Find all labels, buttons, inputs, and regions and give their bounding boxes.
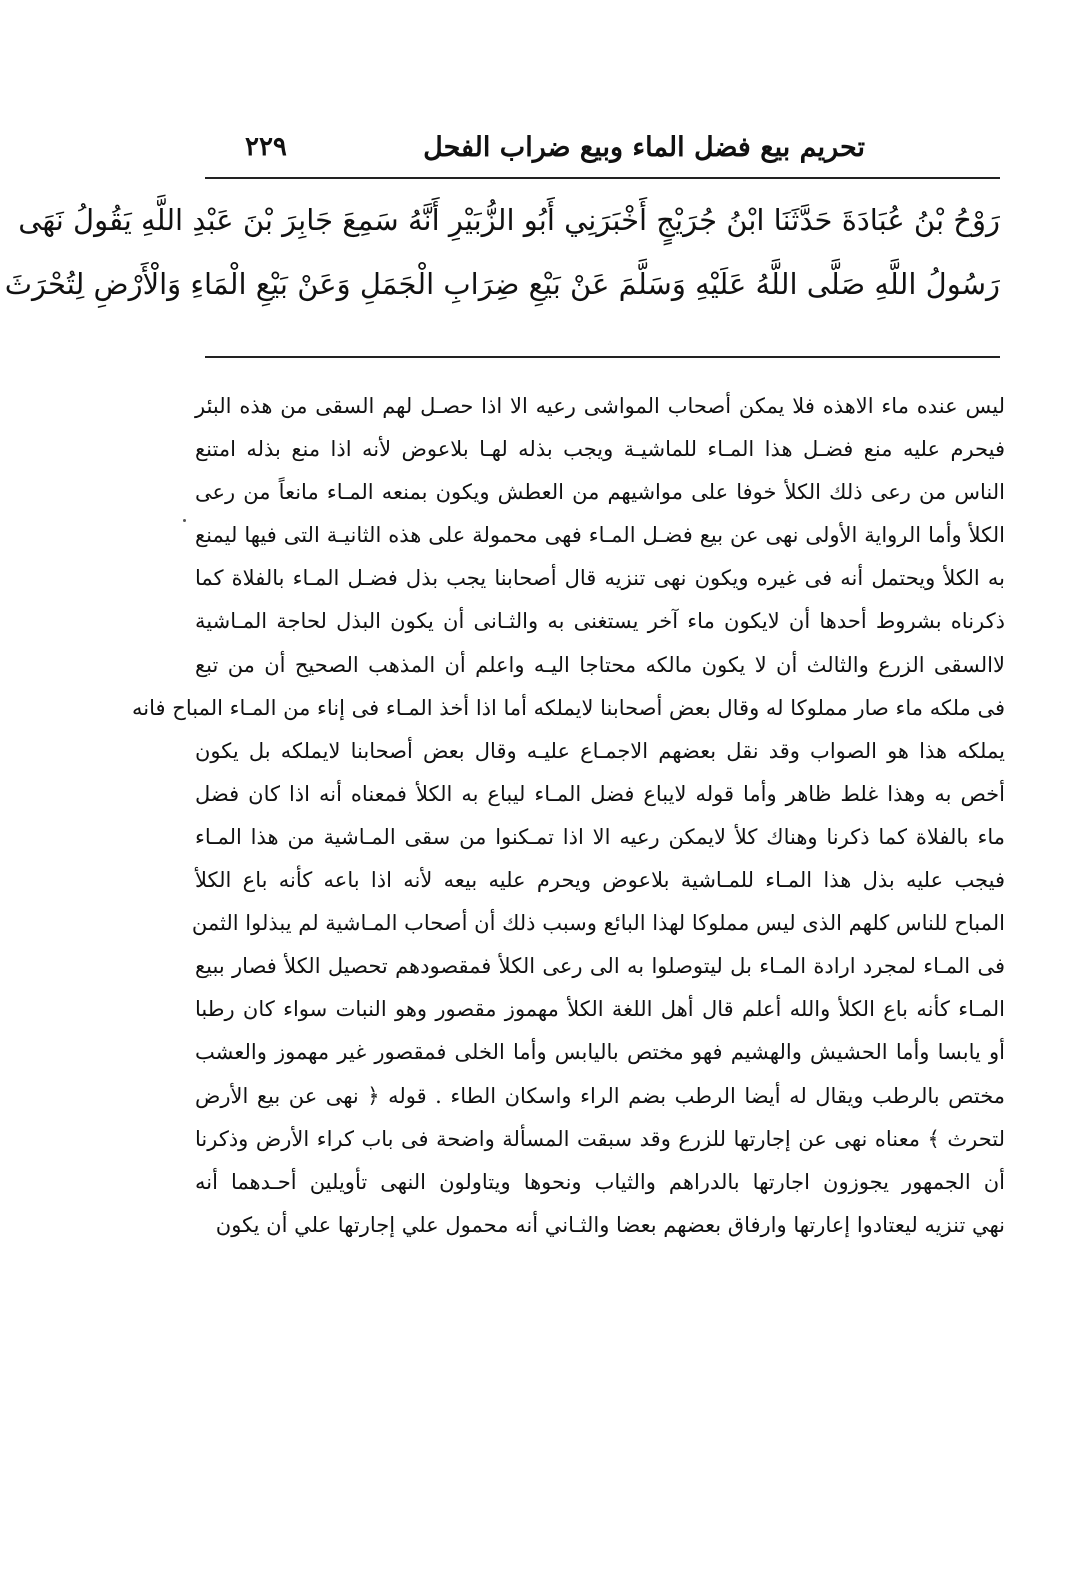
hadith-line: رَوْحُ بْنُ عُبَادَةَ حَدَّثَنَا ابْنُ جُرَيْجٍ أَخْبَرَنِي أَبُو الزُّبَيْرِ أَنَّهُ سَمِعَ جَابِرَ بْنَ عَبْدِ اللَّهِ يَقُولُ نَهَى xyxy=(18,203,1000,237)
commentary-text xyxy=(132,385,1005,1247)
commentary-line: لتحرث ﴾ معناه نهى عن إجارتها للزرع وقد سبقت المسألة واضحة فى باب كراء الأرض وذكرنا xyxy=(195,1126,1005,1151)
commentary-line: ذكرناه بشروط أحدها أن لايكون ماء آخر يستغنى به والثـانى أن يكون البذل لحاجة المـاشية xyxy=(195,609,1005,634)
section-divider-rule xyxy=(205,356,1000,358)
commentary-line: فيحرم عليه منع فضـل هذا المـاء للماشيـة ويجب بذله لهـا بلاعوض لأنه اذا منع بذله امتنع xyxy=(195,437,1005,462)
commentary-line: يملكه هذا هو الصواب وقد نقل بعضهم الاجمـاع عليـه وقال بعض أصحابنا لايملكه بل يكون xyxy=(195,738,1005,763)
commentary-line: مختص بالرطب ويقال له أيضا الرطب بضم الراء واسكان الطاء . قوله ﴿ نهى عن بيع الأرض xyxy=(195,1083,1005,1108)
header-rule xyxy=(205,177,1000,179)
commentary-line: لاالسقى الزرع والثالث أن لا يكون مالكه محتاجا اليـه واعلم أن المذهب الصحيح أن من تبع xyxy=(195,652,1005,677)
commentary-line: المـاء كأنه باع الكلأ والله أعلم قال أهل اللغة الكلأ مهموز مقصور وهو النبات سواء كان رطبا xyxy=(195,997,1005,1022)
hadith-line: رَسُولُ اللَّهِ صَلَّى اللَّهُ عَلَيْهِ وَسَلَّمَ عَنْ بَيْعِ ضِرَابِ الْجَمَلِ وَعَنْ بَيْعِ الْمَاءِ وَالْأَرْضِ لِتُحْرَثَ xyxy=(4,267,1000,301)
commentary-line: المباح للناس كلهم الذى ليس مملوكا لهذا البائع وسبب ذلك أن أصحاب المـاشية لم يبذلوا الثمن xyxy=(191,911,1005,936)
commentary-line: الكلأ وأما الرواية الأولى نهى عن بيع فضـل المـاء فهى محمولة على هذه الثانيـة التى فيها ليمنع xyxy=(195,523,1005,548)
commentary-line: ماء بالفلاة كما ذكرنا وهناك كلأ لايمكن رعيه الا اذا تمـكنوا من سقى المـاشية من هذا المـاء xyxy=(195,824,1005,849)
commentary-line: فيجب عليه بذل هذا المـاء للمـاشية بلاعوض ويحرم عليه بيعه لأنه اذا باعه كأنه باع الكلأ xyxy=(195,868,1005,893)
commentary-line: الناس من رعى ذلك الكلأ خوفا على مواشيهم من العطش ويكون بمنعه المـاء مانعاً من رعى xyxy=(195,480,1005,505)
commentary-line: ليس عنده ماء الاهذه فلا يمكن أصحاب المواشى رعيه الا اذا حصـل لهم السقى من هذه البئر xyxy=(195,394,1005,418)
commentary-line: نهي تنزيه ليعتادوا إعارتها وارفاق بعضهم بعضا والثـاني أنه محمول علي إجارتها علي أن يكون xyxy=(215,1212,1005,1237)
running-title: تحريم بيع فضل الماء وبيع ضراب الفحل xyxy=(423,132,865,163)
scan-speck xyxy=(183,519,186,522)
hadith-text xyxy=(4,188,1000,316)
commentary-line: فى المـاء لمجرد ارادة المـاء بل ليتوصلوا به الى رعى الكلأ فمقصودهم تحصيل الكلأ فصار ببيع xyxy=(195,954,1005,979)
commentary-line: أو يابسا وأما الحشيش والهشيم فهو مختص باليابس وأما الخلى فمقصور غير مهموز والعشب xyxy=(195,1040,1005,1065)
commentary-line: أخص به وهذا غلط ظاهر وأما قوله لايباع فضل المـاء ليباع به الكلأ فمعناه أنه اذا كان فضل xyxy=(195,781,1005,806)
page-header xyxy=(205,128,995,176)
commentary-line: به الكلأ ويحتمل أنه فى غيره ويكون نهى تنزيه قال أصحابنا يجب بذل فضـل المـاء بالفلاة كما xyxy=(195,566,1005,591)
page-number: ٢٢٩ xyxy=(245,132,287,162)
commentary-line: أن الجمهور يجوزون اجارتها بالدراهم والثياب ونحوها ويتاولون النهى تأويلين أحـدهما أنه xyxy=(195,1169,1005,1194)
commentary-line: فى ملكه ماء صار مملوكا له وقال بعض أصحابنا لايملكه أما اذا أخذ المـاء فى إناء من المـاء المباح فانه xyxy=(132,695,1005,720)
